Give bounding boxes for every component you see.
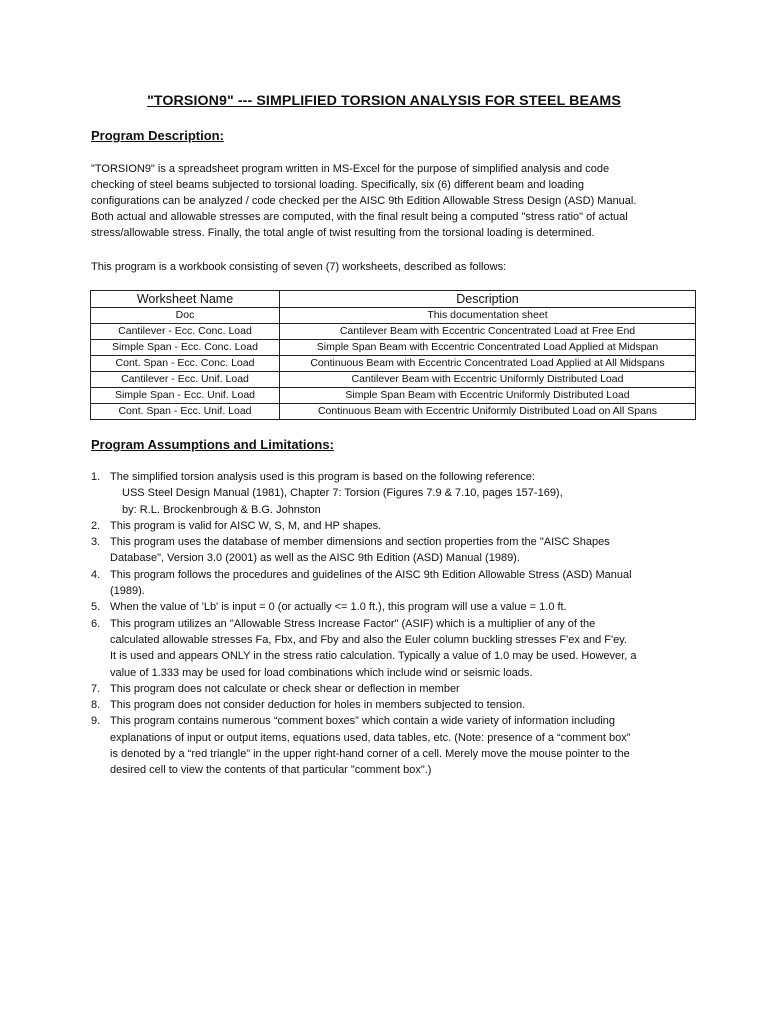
list-item-text: This program contains numerous “comment boxes” which contain a wide variety of information including: [110, 715, 616, 728]
list-item-text: calculated allowable stresses Fa, Fbx, and Fby and also the Euler column buckling stresses F'ex and F'ey.: [110, 633, 627, 646]
description-line: stress/allowable stress. Finally, the total angle of twist resulting from the torsional loading is determined.: [91, 227, 595, 240]
worksheet-name-cell: Simple Span - Ecc. Conc. Load: [91, 340, 280, 356]
worksheet-name-cell: Cont. Span - Ecc. Conc. Load: [91, 356, 280, 372]
list-item-number: 8.: [91, 699, 101, 712]
list-item-text: desired cell to view the contents of that particular "comment box".): [110, 764, 432, 777]
list-item-text: This program uses the database of member dimensions and section properties from the "AISC Shapes: [110, 536, 610, 549]
list-item-number: 4.: [91, 568, 101, 581]
worksheet-description-cell: Simple Span Beam with Eccentric Uniformly Distributed Load: [280, 388, 696, 404]
worksheet-description-cell: This documentation sheet: [280, 308, 696, 324]
worksheet-description-cell: Continuous Beam with Eccentric Concentrated Load Applied at All Midspans: [280, 356, 696, 372]
list-item-text: (1989).: [110, 585, 145, 598]
assumptions-list: [91, 469, 691, 779]
worksheet-name-cell: Doc: [91, 308, 280, 324]
table-row: [91, 308, 696, 324]
list-item-reference-text: by: R.L. Brockenbrough & B.G. Johnston: [122, 503, 321, 516]
column-header: Worksheet Name: [91, 291, 280, 308]
workbook-intro: This program is a workbook consisting of seven (7) worksheets, described as follows:: [91, 261, 507, 273]
list-item-text: This program does not calculate or check shear or deflection in member: [110, 682, 460, 695]
list-item-number: 9.: [91, 715, 101, 728]
table-row: [91, 356, 696, 372]
document-title: "TORSION9" --- SIMPLIFIED TORSION ANALYSIS FOR STEEL BEAMS: [147, 93, 621, 109]
list-item: [91, 518, 691, 534]
description-line: configurations can be analyzed / code checked per the AISC 9th Edition Allowable Stress Design (ASD) Manual.: [91, 195, 637, 208]
list-item: [91, 713, 691, 778]
worksheet-description-cell: Cantilever Beam with Eccentric Uniformly Distributed Load: [280, 372, 696, 388]
worksheet-description-cell: Simple Span Beam with Eccentric Concentrated Load Applied at Midspan: [280, 340, 696, 356]
description-line: "TORSION9" is a spreadsheet program written in MS-Excel for the purpose of simplified analysis and code: [91, 163, 610, 175]
list-item-reference-text: USS Steel Design Manual (1981), Chapter 7: Torsion (Figures 7.9 & 7.10, pages 157-169),: [122, 487, 563, 500]
list-item-text: explanations of input or output items, equations used, data tables, etc. (Note: presence of a “comment box”: [110, 731, 631, 744]
list-item-number: 2.: [91, 519, 101, 532]
list-item-number: 6.: [91, 617, 101, 630]
description-heading: Program Description:: [91, 128, 224, 143]
table-row: [91, 340, 696, 356]
list-item-text: is denoted by a “red triangle” in the upper right-hand corner of a cell. Merely move the mouse pointer to the: [110, 748, 630, 761]
worksheet-description-cell: Cantilever Beam with Eccentric Concentrated Load at Free End: [280, 324, 696, 340]
list-item-number: 7.: [91, 682, 101, 695]
worksheet-name-cell: Cantilever - Ecc. Unif. Load: [91, 372, 280, 388]
table-row: [91, 388, 696, 404]
worksheet-name-cell: Cantilever - Ecc. Conc. Load: [91, 324, 280, 340]
list-item: [91, 616, 691, 681]
table-header-row: [91, 291, 696, 308]
list-item-number: 3.: [91, 536, 101, 549]
list-item: [91, 697, 691, 713]
table-row: [91, 324, 696, 340]
description-line: checking of steel beams subjected to torsional loading. Specifically, six (6) different beam and loading: [91, 179, 585, 192]
list-item: [91, 681, 691, 697]
table-row: [91, 404, 696, 420]
column-header: Description: [280, 291, 696, 308]
list-item-number: 5.: [91, 601, 101, 614]
list-item: [91, 534, 691, 567]
list-item-text: This program utilizes an "Allowable Stress Increase Factor" (ASIF) which is a multiplier of any of the: [110, 617, 596, 630]
list-item: [91, 469, 691, 518]
list-item-text: value of 1.333 may be used for load combinations which include wind or seismic loads.: [110, 666, 533, 679]
list-item: [91, 567, 691, 600]
table-row: [91, 372, 696, 388]
worksheet-name-cell: Simple Span - Ecc. Unif. Load: [91, 388, 280, 404]
description-line: Both actual and allowable stresses are computed, with the final result being a computed "stress ratio" of actual: [91, 211, 628, 224]
list-item-text: When the value of 'Lb' is input = 0 (or actually <= 1.0 ft.), this program will use a value = 1.0 ft.: [110, 601, 567, 614]
list-item-text: This program follows the procedures and guidelines of the AISC 9th Edition Allowable Stress (ASD) Manual: [110, 568, 632, 581]
worksheet-table: [90, 290, 696, 420]
worksheet-name-cell: Cont. Span - Ecc. Unif. Load: [91, 404, 280, 420]
list-item-text: It is used and appears ONLY in the stress ratio calculation. Typically a value of 1.0 may be used. However, a: [110, 650, 637, 663]
list-item-number: 1.: [91, 471, 101, 483]
description-paragraph: [91, 161, 691, 241]
worksheet-description-cell: Continuous Beam with Eccentric Uniformly Distributed Load on All Spans: [280, 404, 696, 420]
assumptions-heading: Program Assumptions and Limitations:: [91, 437, 334, 452]
list-item-text: Database", Version 3.0 (2001) as well as the AISC 9th Edition (ASD) Manual (1989).: [110, 552, 520, 565]
list-item-text: This program does not consider deduction for holes in members subjected to tension.: [110, 699, 526, 712]
list-item-text: The simplified torsion analysis used is this program is based on the following reference:: [110, 471, 535, 483]
list-item: [91, 599, 691, 615]
list-item-text: This program is valid for AISC W, S, M, and HP shapes.: [110, 519, 382, 532]
